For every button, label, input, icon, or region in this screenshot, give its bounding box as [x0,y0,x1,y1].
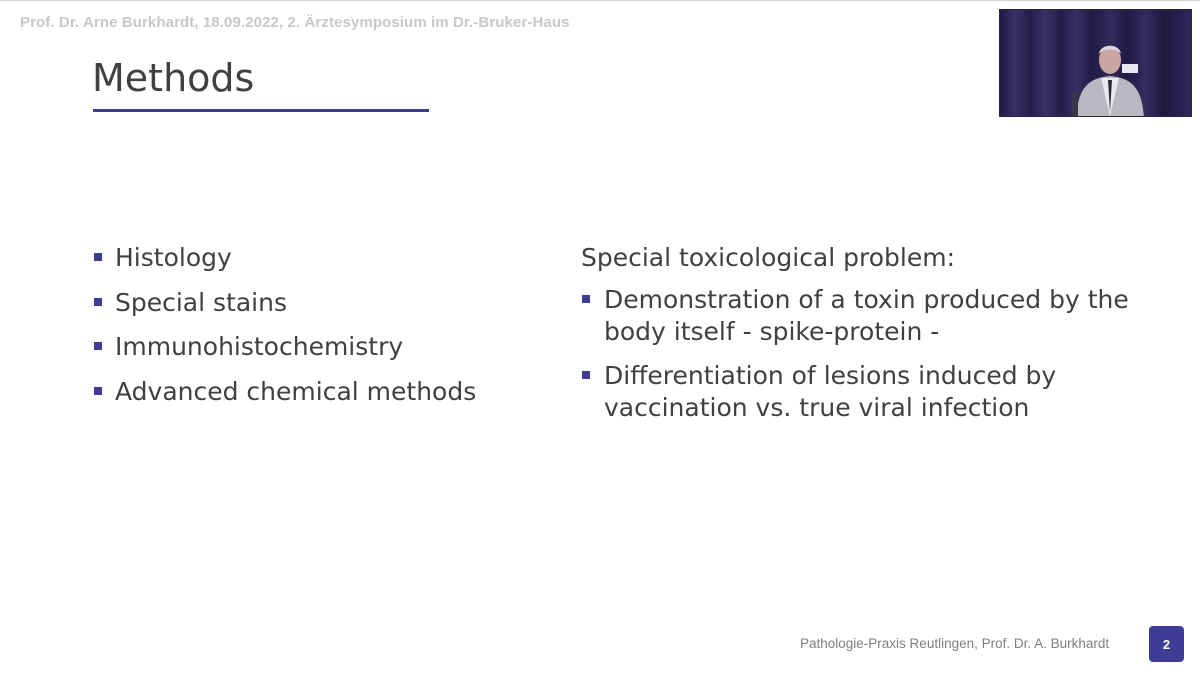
list-item-text: Histology [115,243,232,272]
list-item-text: Demonstration of a toxin produced by the body itself - spike-protein - [604,285,1129,346]
square-bullet-icon [582,371,590,379]
problem-column [581,240,1141,436]
slide-title: Methods [92,56,255,100]
list-item-text: Advanced chemical methods [115,376,477,406]
problem-heading: Special toxicological problem: [581,243,956,272]
title-underline [93,109,429,112]
list-item-text: Differentiation of lesions induced by vaccination vs. true viral infection [604,361,1057,422]
list-item-text: Special stains [115,287,287,317]
list-item [93,329,476,374]
list-item [93,374,476,419]
top-border [0,0,1200,1]
presenter-silhouette-icon [1070,30,1150,117]
footer-text: Pathologie-Praxis Reutlingen, Prof. Dr. A. Burkhardt [800,636,1110,651]
list-item [581,284,1141,348]
square-bullet-icon [94,387,102,395]
square-bullet-icon [94,298,102,306]
page-number-badge: 2 [1149,626,1184,662]
header-caption: Prof. Dr. Arne Burkhardt, 18.09.2022, 2. Ärztesymposium im Dr.-Bruker-Haus [20,14,570,31]
list-item [93,285,476,330]
presenter-video [999,9,1192,117]
square-bullet-icon [94,342,102,350]
square-bullet-icon [94,253,102,261]
list-item [581,360,1141,424]
list-item [93,240,476,285]
methods-list [93,240,476,418]
list-item-text: Immunohistochemistry [115,332,404,361]
square-bullet-icon [582,295,590,303]
problem-list [581,284,1141,424]
